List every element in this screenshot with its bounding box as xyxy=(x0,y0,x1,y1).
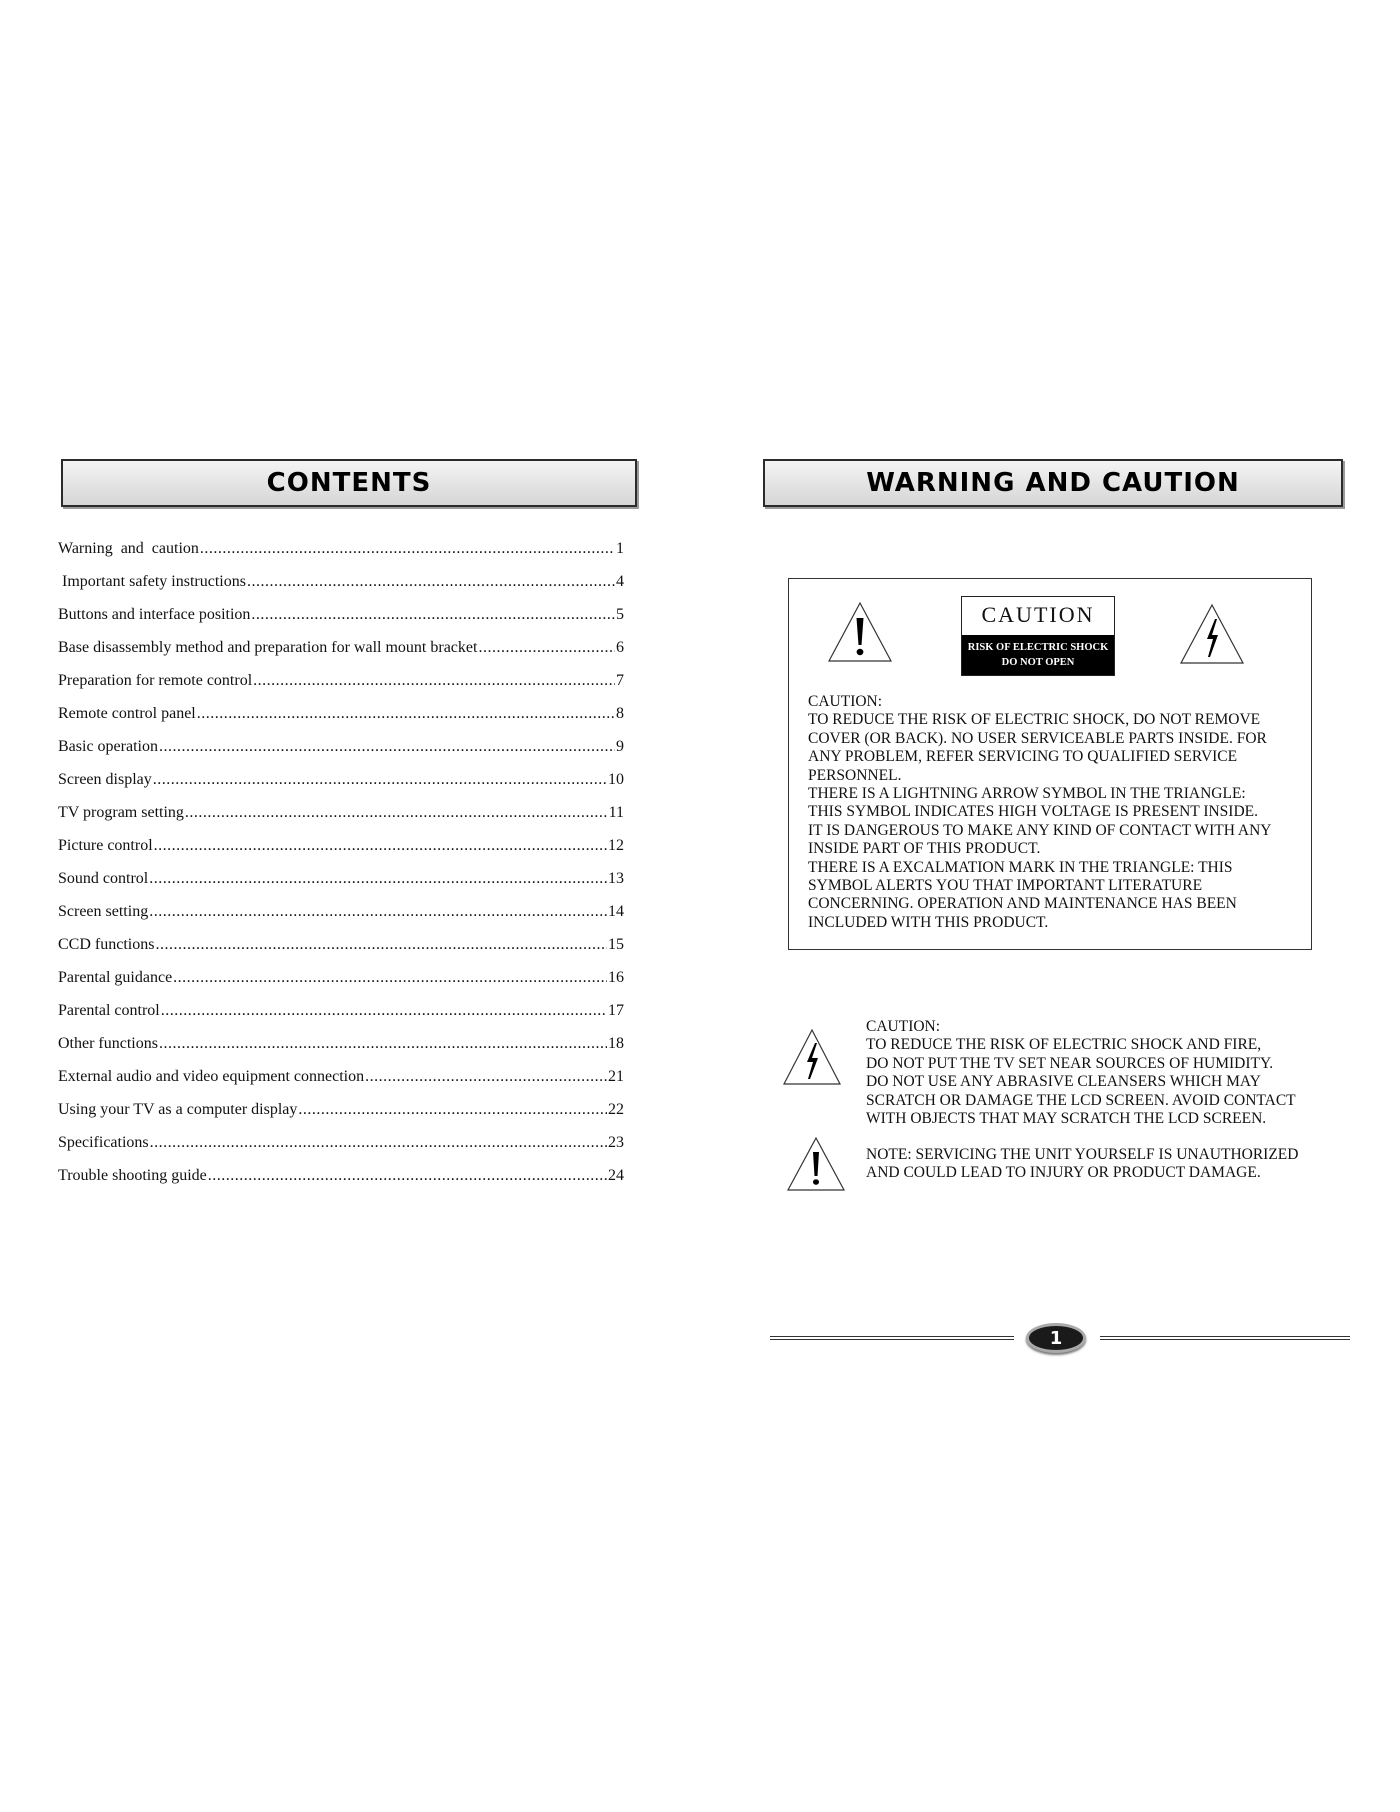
toc-entry-title: Parental guidance xyxy=(58,969,173,986)
caution-text-line: THIS SYMBOL INDICATES HIGH VOLTAGE IS PRESENT INSIDE. xyxy=(808,803,1258,821)
toc-entry xyxy=(58,639,624,672)
caution-text-line: CAUTION: xyxy=(808,693,883,710)
caution-text-line: ANY PROBLEM, REFER SERVICING TO QUALIFIED SERVICE xyxy=(808,748,1238,766)
toc-entry xyxy=(58,936,624,969)
toc-entry-title: Other functions xyxy=(58,1035,158,1052)
toc-entry-title: Specifications xyxy=(58,1134,149,1151)
toc-entry-page: 24 xyxy=(608,1167,624,1184)
caution-text-line: INCLUDED WITH THIS PRODUCT. xyxy=(808,913,1049,931)
toc-entry xyxy=(58,969,624,1002)
lightning-triangle-icon xyxy=(782,1028,842,1086)
toc-entry-title: Screen display xyxy=(58,771,152,788)
toc-entry-page: 5 xyxy=(616,606,624,623)
toc-dot-leader xyxy=(149,870,607,888)
table-of-contents xyxy=(58,540,624,1200)
toc-dot-leader xyxy=(154,837,607,855)
toc-entry xyxy=(58,804,624,837)
caution-note-line: TO REDUCE THE RISK OF ELECTRIC SHOCK AND FIRE, xyxy=(866,1036,1262,1054)
toc-entry xyxy=(58,837,624,870)
toc-entry-title: Warning and caution xyxy=(58,540,199,557)
toc-entry xyxy=(58,870,624,903)
toc-dot-leader xyxy=(197,705,615,723)
toc-dot-leader xyxy=(200,540,615,558)
caution-note-line: DO NOT USE ANY ABRASIVE CLEANSERS WHICH MAY xyxy=(866,1073,1261,1091)
toc-dot-leader xyxy=(155,936,607,954)
toc-dot-leader xyxy=(208,1167,607,1185)
page-number-badge: 1 xyxy=(1026,1323,1086,1353)
toc-entry-page: 23 xyxy=(608,1134,624,1151)
toc-entry-title: Preparation for remote control xyxy=(58,672,253,689)
toc-entry-page: 11 xyxy=(608,804,624,821)
caution-text-line: THERE IS A EXCALMATION MARK IN THE TRIANGLE: THIS xyxy=(808,858,1233,876)
toc-entry xyxy=(58,1068,624,1101)
servicing-note xyxy=(866,1146,1336,1183)
toc-entry-title: Important safety instructions xyxy=(58,573,246,590)
toc-entry xyxy=(58,672,624,705)
warning-heading: WARNING AND CAUTION xyxy=(763,459,1343,507)
toc-entry xyxy=(58,771,624,804)
toc-entry-page: 8 xyxy=(616,705,624,722)
footer-rule-left xyxy=(770,1336,1014,1340)
toc-entry-page: 9 xyxy=(616,738,624,755)
toc-entry-page: 13 xyxy=(608,870,624,887)
caution-note-line: CAUTION: xyxy=(866,1018,941,1035)
toc-entry xyxy=(58,1101,624,1134)
toc-entry xyxy=(58,1035,624,1068)
toc-entry-title: CCD functions xyxy=(58,936,155,953)
caution-note xyxy=(866,1018,1336,1128)
toc-dot-leader xyxy=(150,1134,607,1152)
toc-dot-leader xyxy=(298,1101,607,1119)
caution-label-heading: CAUTION xyxy=(981,602,1095,627)
toc-dot-leader xyxy=(149,903,607,921)
toc-entry-title: Picture control xyxy=(58,837,153,854)
exclamation-triangle-icon xyxy=(786,1136,846,1192)
toc-entry-page: 15 xyxy=(608,936,624,953)
toc-dot-leader xyxy=(478,639,615,657)
toc-entry xyxy=(58,1002,624,1035)
toc-entry-title: External audio and video equipment connection xyxy=(58,1068,365,1085)
caution-text-line: INSIDE PART OF THIS PRODUCT. xyxy=(808,840,1041,858)
caution-text-line: COVER (OR BACK). NO USER SERVICEABLE PARTS INSIDE. FOR xyxy=(808,729,1267,747)
toc-entry-page: 18 xyxy=(608,1035,624,1052)
toc-entry-title: Sound control xyxy=(58,870,149,887)
toc-dot-leader xyxy=(251,606,615,624)
toc-entry-page: 6 xyxy=(616,639,624,656)
toc-entry xyxy=(58,1134,624,1167)
toc-dot-leader xyxy=(253,672,615,690)
exclamation-triangle-icon xyxy=(827,601,893,663)
caution-label-line-1: RISK OF ELECTRIC SHOCK xyxy=(967,642,1109,653)
toc-entry-page: 7 xyxy=(616,672,624,689)
footer-rule-right xyxy=(1100,1336,1350,1340)
caution-note-line: WITH OBJECTS THAT MAY SCRATCH THE LCD SCREEN. xyxy=(866,1110,1267,1128)
toc-entry-page: 21 xyxy=(608,1068,624,1085)
toc-entry-title: Buttons and interface position xyxy=(58,606,251,623)
toc-dot-leader xyxy=(365,1068,607,1086)
toc-entry-page: 10 xyxy=(608,771,624,788)
caution-text-line: SYMBOL ALERTS YOU THAT IMPORTANT LITERATURE xyxy=(808,877,1203,895)
toc-entry-title: Parental control xyxy=(58,1002,160,1019)
toc-entry xyxy=(58,738,624,771)
caution-text-line: CONCERNING. OPERATION AND MAINTENANCE HAS BEEN xyxy=(808,895,1237,913)
caution-text-line: PERSONNEL. xyxy=(808,766,902,784)
toc-entry-page: 16 xyxy=(608,969,624,986)
caution-label-line-2: DO NOT OPEN xyxy=(1001,657,1075,668)
toc-entry-title: Screen setting xyxy=(58,903,149,920)
toc-entry-page: 4 xyxy=(616,573,624,590)
servicing-note-line: NOTE: SERVICING THE UNIT YOURSELF IS UNAUTHORIZED xyxy=(866,1146,1299,1163)
toc-entry-title: Using your TV as a computer display xyxy=(58,1101,298,1118)
toc-dot-leader xyxy=(159,738,615,756)
toc-entry xyxy=(58,705,624,738)
toc-dot-leader xyxy=(247,573,615,591)
caution-box xyxy=(788,578,1312,950)
lightning-triangle-icon xyxy=(1179,603,1245,665)
toc-entry-title: Remote control panel xyxy=(58,705,196,722)
toc-entry xyxy=(58,573,624,606)
toc-entry xyxy=(58,1167,624,1200)
toc-dot-leader xyxy=(173,969,607,987)
toc-entry-page: 22 xyxy=(608,1101,624,1118)
toc-dot-leader xyxy=(185,804,608,822)
caution-label xyxy=(961,596,1115,676)
toc-entry-title: Basic operation xyxy=(58,738,158,755)
toc-entry-title: Base disassembly method and preparation for wall mount bracket xyxy=(58,639,478,656)
caution-text-line: TO REDUCE THE RISK OF ELECTRIC SHOCK, DO NOT REMOVE xyxy=(808,711,1261,729)
caution-text xyxy=(808,693,1308,932)
toc-entry-page: 12 xyxy=(608,837,624,854)
toc-entry-title: TV program setting xyxy=(58,804,184,821)
toc-dot-leader xyxy=(153,771,607,789)
toc-entry xyxy=(58,540,624,573)
caution-note-line: SCRATCH OR DAMAGE THE LCD SCREEN. AVOID CONTACT xyxy=(866,1091,1296,1109)
servicing-note-line: AND COULD LEAD TO INJURY OR PRODUCT DAMAGE. xyxy=(866,1164,1261,1182)
toc-entry xyxy=(58,606,624,639)
contents-heading: CONTENTS xyxy=(61,459,637,507)
toc-entry-page: 17 xyxy=(608,1002,624,1019)
toc-entry-page: 14 xyxy=(608,903,624,920)
caution-label-warning xyxy=(962,635,1114,675)
caution-note-line: DO NOT PUT THE TV SET NEAR SOURCES OF HUMIDITY. xyxy=(866,1054,1274,1072)
toc-entry-title: Trouble shooting guide xyxy=(58,1167,207,1184)
caution-text-line: THERE IS A LIGHTNING ARROW SYMBOL IN THE TRIANGLE: xyxy=(808,785,1246,803)
caution-text-line: IT IS DANGEROUS TO MAKE ANY KIND OF CONTACT WITH ANY xyxy=(808,821,1272,839)
toc-entry-page: 1 xyxy=(616,540,624,557)
toc-dot-leader xyxy=(159,1035,607,1053)
toc-dot-leader xyxy=(161,1002,607,1020)
toc-entry xyxy=(58,903,624,936)
